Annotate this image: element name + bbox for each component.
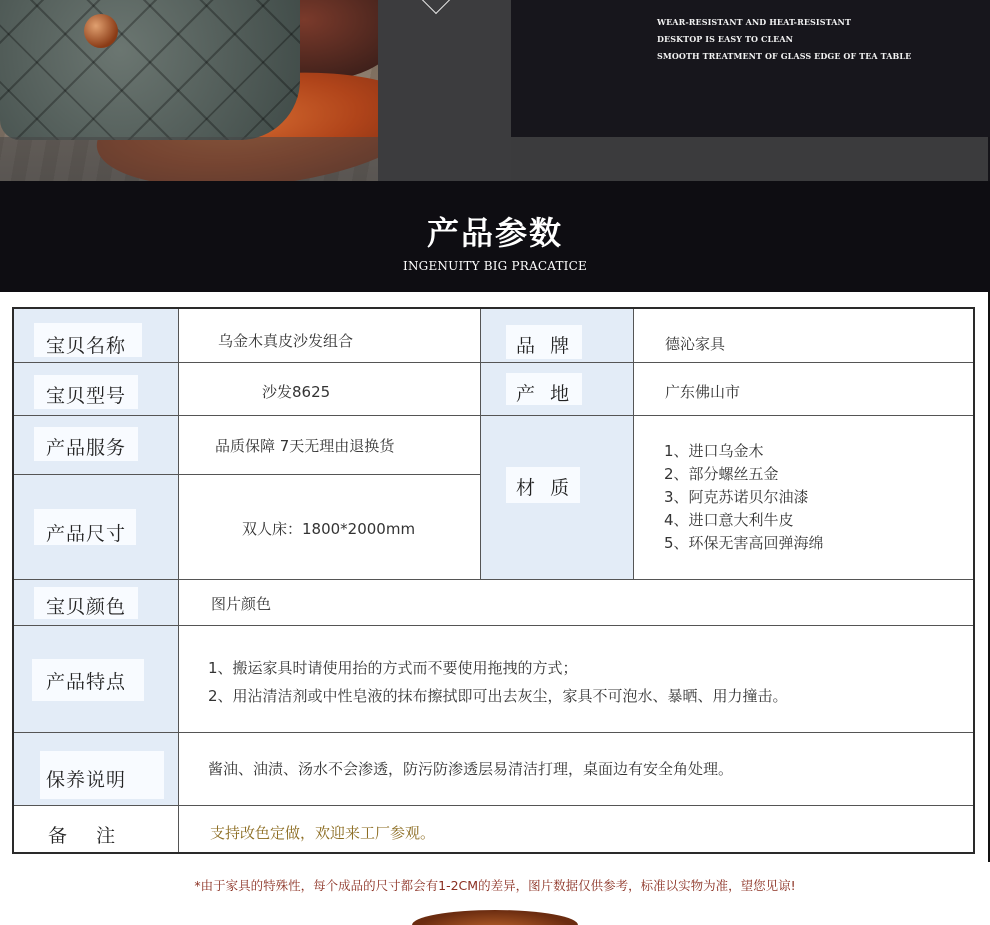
- row-divider: [14, 362, 973, 363]
- feature-item: SMOOTH TREATMENT OF GLASS EDGE OF TEA TABLE: [657, 51, 912, 61]
- size-label: 产品尺寸: [46, 523, 127, 545]
- remark-value: 支持改色定做，欢迎来工厂参观。: [210, 824, 436, 842]
- chevron-down-icon: [422, 0, 450, 14]
- wood-knob: [84, 14, 118, 48]
- features-label: 产品特点: [46, 671, 127, 693]
- material-item: 2、部分螺丝五金: [664, 465, 779, 483]
- feature-item: DESKTOP IS EASY TO CLEAN: [657, 34, 794, 44]
- material-item: 3、阿克苏诺贝尔油漆: [664, 488, 809, 506]
- feature-panel-shade: [511, 137, 988, 181]
- column-divider: [480, 309, 481, 579]
- parameter-table: [12, 307, 975, 854]
- section-subtitle: INGENUITY BIG PRACATICE: [403, 259, 587, 273]
- feature-item: WEAR-RESISTANT AND HEAT-RESISTANT: [657, 17, 852, 27]
- column-divider: [633, 309, 634, 579]
- wood-product-edge: [412, 910, 578, 925]
- care-value: 酱油、油渍、汤水不会渗透，防污防渗透层易清洁打理，桌面边有安全角处理。: [208, 760, 734, 778]
- brand-value: 德沁家具: [665, 335, 726, 353]
- remark-label: 备 注: [48, 825, 117, 847]
- material-item: 4、进口意大利牛皮: [664, 511, 794, 529]
- color-label: 宝贝颜色: [46, 596, 127, 618]
- material-item: 5、环保无害高回弹海绵: [664, 534, 824, 552]
- photo-shade-strip: [0, 137, 378, 181]
- model-value: 沙发8625: [262, 383, 331, 401]
- feature-list: [657, 14, 911, 65]
- row-divider: [14, 579, 973, 580]
- name-value: 乌金木真皮沙发组合: [218, 332, 354, 350]
- care-label: 保养说明: [46, 769, 127, 791]
- quilted-cushion: [0, 0, 300, 140]
- model-label: 宝贝型号: [46, 385, 127, 407]
- brand-label: 品 牌: [516, 335, 571, 357]
- column-divider: [178, 309, 179, 852]
- middle-panel: [378, 0, 511, 181]
- service-value: 品质保障 7天无理由退换货: [215, 437, 395, 455]
- service-label: 产品服务: [46, 437, 127, 459]
- color-value: 图片颜色: [211, 595, 272, 613]
- size-value: 双人床：1800*2000mm: [242, 520, 416, 538]
- row-divider: [14, 415, 973, 416]
- origin-label: 产 地: [516, 383, 571, 405]
- features-item: 1、搬运家具时请使用抬的方式而不要使用拖拽的方式；: [208, 659, 578, 677]
- disclaimer-note: *由于家具的特殊性，每个成品的尺寸都会有1-2CM的差异，图片数据仅供参考，标准以实物为准，望您见谅!: [194, 878, 796, 893]
- row-divider: [14, 732, 973, 733]
- origin-value: 广东佛山市: [665, 383, 741, 401]
- section-title: 产品参数: [426, 214, 563, 252]
- row-divider: [14, 625, 973, 626]
- material-label: 材 质: [516, 477, 571, 499]
- name-label: 宝贝名称: [46, 335, 127, 357]
- row-divider: [14, 474, 480, 475]
- features-item: 2、用沾清洁剂或中性皂液的抹布擦拭即可出去灰尘，家具不可泡水、暴晒、用力撞击。: [208, 687, 788, 705]
- material-item: 1、进口乌金木: [664, 442, 764, 460]
- sofa-detail-photo: [0, 0, 378, 181]
- row-divider: [14, 805, 973, 806]
